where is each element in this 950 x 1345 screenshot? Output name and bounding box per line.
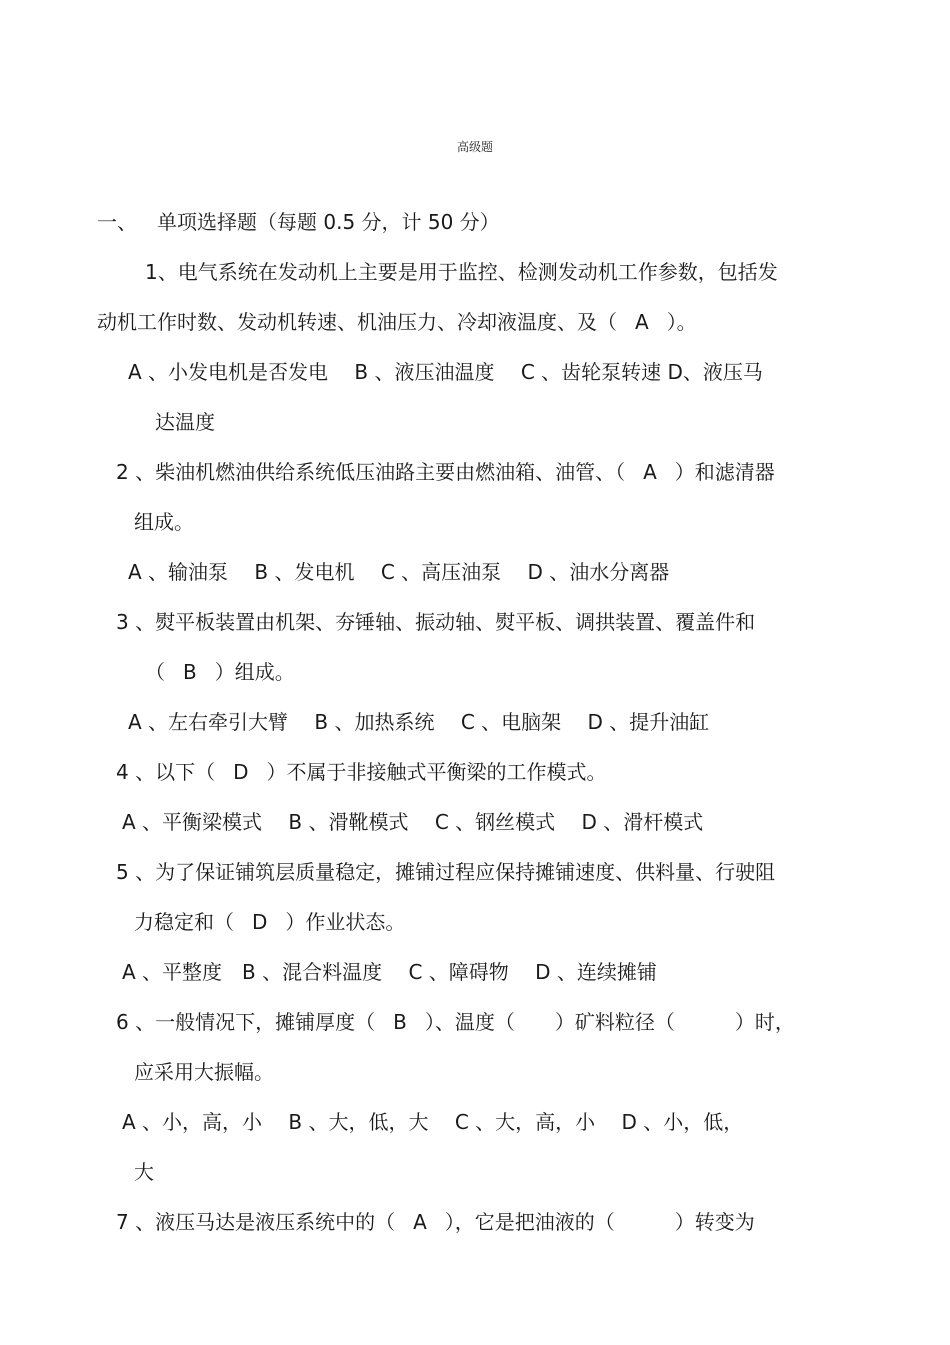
answer: B (393, 1010, 407, 1034)
question-text: 力稳定和（ D ）作业状态。 (134, 910, 406, 934)
question-text: （ B ）组成。 (145, 660, 295, 684)
question-text: 7 、液压马达是液压系统中的（ A ），它是把油液的（ ）转变为 (116, 1210, 755, 1234)
answer: A (643, 460, 657, 484)
options-line: 大 (134, 1160, 154, 1184)
question-text: 6 、一般情况下，摊铺厚度（ B ）、温度（ ）矿料粒径（ ）时， (116, 1010, 795, 1034)
question-text: 5 、为了保证铺筑层质量稳定，摊铺过程应保持摊铺速度、供料量、行驶阻 (116, 860, 776, 884)
page-title: 高级题 (456, 140, 493, 154)
question-text: 应采用大振幅。 (134, 1060, 274, 1084)
question-text: 3 、熨平板装置由机架、夯锤轴、振动轴、熨平板、调拱装置、覆盖件和 (116, 610, 756, 634)
options-line: A 、小发电机是否发电 B 、液压油温度 C 、齿轮泵转速 D、液压马 (128, 360, 763, 384)
answer: D (233, 760, 249, 784)
answer: A (635, 310, 649, 334)
answer: B (183, 660, 197, 684)
options-line: 达温度 (155, 410, 215, 434)
question-text: 动机工作时数、发动机转速、机油压力、冷却液温度、及（ A ）。 (97, 310, 697, 334)
section-heading: 单项选择题（每题 0.5 分，计 50 分） (157, 210, 500, 234)
options-line: A 、小，高，小 B 、大，低，大 C 、大，高，小 D 、小，低， (122, 1110, 744, 1134)
options-line: A 、平衡梁模式 B 、滑靴模式 C 、钢丝模式 D 、滑杆模式 (122, 810, 704, 834)
options-line: A 、平整度 B 、混合料温度 C 、障碍物 D 、连续摊铺 (122, 960, 657, 984)
options-line: A 、左右牵引大臂 B 、加热系统 C 、电脑架 D 、提升油缸 (128, 710, 710, 734)
question-text: 4 、以下（ D ）不属于非接触式平衡梁的工作模式。 (116, 760, 607, 784)
question-text: 2 、柴油机燃油供给系统低压油路主要由燃油箱、油管、（ A ）和滤清器 (116, 460, 775, 484)
question-text: 组成。 (134, 510, 194, 534)
answer: A (413, 1210, 427, 1234)
options-line: A 、输油泵 B 、发电机 C 、高压油泵 D 、油水分离器 (128, 560, 670, 584)
question-text: 1、电气系统在发动机上主要是用于监控、检测发动机工作参数，包括发 (145, 260, 778, 284)
section-number: 一、 (97, 210, 137, 234)
answer: D (252, 910, 268, 934)
